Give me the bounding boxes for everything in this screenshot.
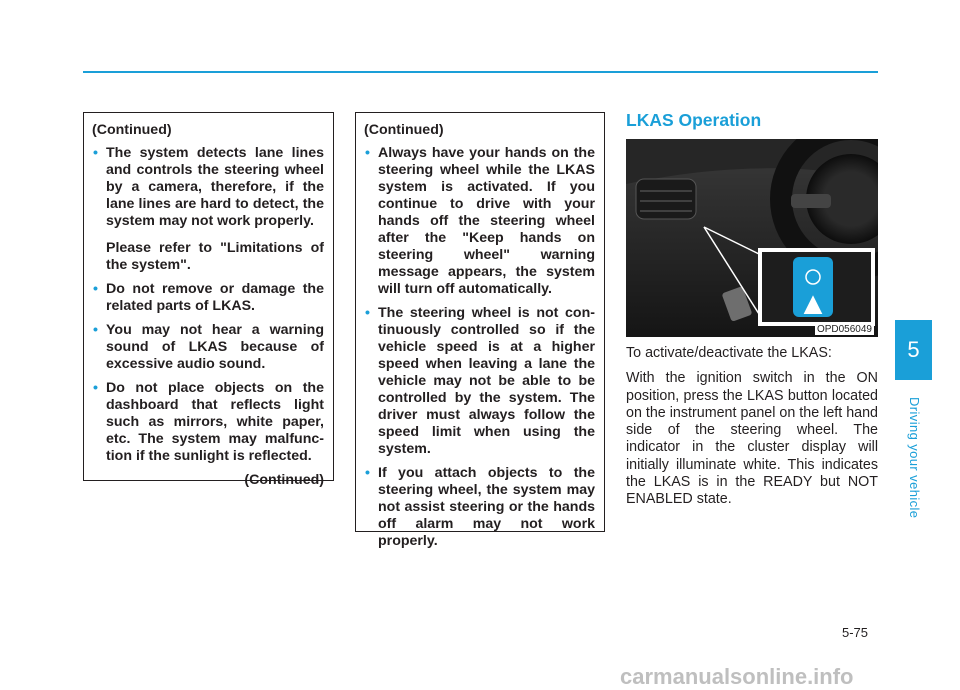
list-item: • The steering wheel is not con-tinuously controlled so if the vehicle speed is at a higher speed when leaving a lane the vehicle may not be able to be controlled by the system. The driver must always follow the speed limit when using the system.: [365, 305, 595, 457]
list-item: • If you attach objects to the steering wheel, the system may not assist steering or the hands off alarm may not work properly.: [365, 465, 595, 549]
bullet-icon: •: [365, 145, 370, 161]
bullet-icon: •: [93, 145, 98, 161]
caution-box-2: [355, 112, 605, 549]
continued-label: (Continued): [244, 472, 324, 488]
bullet-icon: •: [93, 380, 98, 396]
continued-label: (Continued): [92, 122, 172, 138]
top-rule: [83, 71, 878, 73]
list-item: • The system detects lane lines and controls the steering wheel by a camera, therefore, if the lane lines are hard to detect, the system may not work properly. Please refer to "Limitations of the system".: [93, 145, 324, 273]
bullet-icon: •: [365, 465, 370, 481]
instruction-paragraph: With the ignition switch in the ON position, press the LKAS button located on the instrument panel on the left hand side of the steering wheel. The indicator in the cluster display will initially illuminate white. This indicates the LKAS is in the READY but NOT ENABLED state.: [626, 370, 878, 508]
caution-box-1: [83, 112, 334, 488]
watermark: carmanualsonline.info: [620, 664, 854, 689]
section-heading: LKAS Operation: [626, 110, 762, 130]
instruction-intro: To activate/deactivate the LKAS:: [626, 345, 832, 361]
bullet-icon: •: [93, 281, 98, 297]
list-item: • You may not hear a warning sound of LKAS because of excessive audio sound.: [93, 322, 324, 372]
continued-label: (Continued): [364, 122, 444, 138]
list-item: • Do not remove or damage the related parts of LKAS.: [93, 281, 324, 314]
sub-paragraph: Please refer to "Limitations of the system".: [106, 240, 324, 273]
page-number: 5-75: [842, 625, 869, 640]
list-item: • Always have your hands on the steering wheel while the LKAS system is activated. If you continue to drive with your hands off the steering wheel after the "Keep hands on steering wheel" warning message appears, the system will turn off automatically.: [365, 145, 595, 297]
bullet-icon: •: [365, 305, 370, 321]
image-code: OPD056049: [816, 324, 872, 335]
dashboard-photo: [626, 139, 878, 337]
chapter-tab: 5: [895, 320, 932, 380]
lkas-button-illustration: [626, 139, 878, 337]
body-text: [626, 345, 878, 517]
list-item: • Do not place objects on the dashboard that reflects light such as mirrors, white paper, etc. The system may malfunc-tion if the sunlight is reflected.: [93, 380, 324, 464]
bullet-icon: •: [93, 322, 98, 338]
